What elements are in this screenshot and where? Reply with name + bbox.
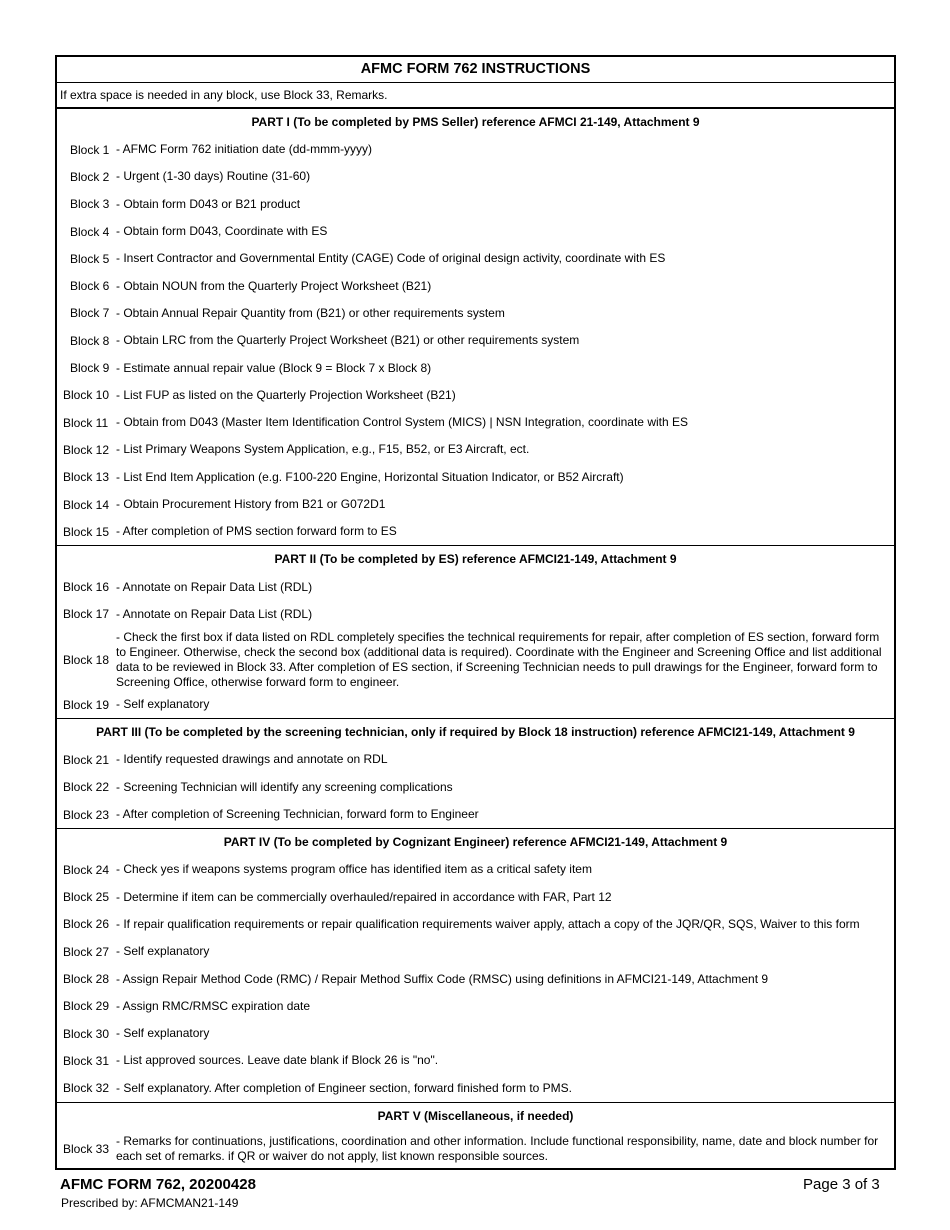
block-instruction: - List approved sources. Leave date blank if Block 26 is "no". — [116, 1053, 439, 1068]
instruction-row — [57, 1047, 894, 1074]
instruction-row — [57, 327, 894, 354]
block-instruction: - Check the first box if data listed on RDL completely specifies the technical requirements for repair, after completion of ES section, forward form to Engineer. Otherwise, check the second box (additional data is required). Coordinate with the Engineer and Screening Office and list additional data to be reviewed in Block 33. After completion of ES section, if Screening Technician needs to pull drawings for the Engineer, forward form to Screening Office, otherwise forward form to engineer. — [116, 629, 882, 689]
block-label: Block 7 — [70, 306, 110, 321]
block-label: Block 5 — [70, 251, 110, 266]
block-instruction: - Screening Technician will identify any screening complications — [116, 779, 453, 794]
block-instruction: - Check yes if weapons systems program office has identified item as a critical safety item — [116, 862, 592, 877]
block-label: Block 9 — [70, 361, 110, 376]
block-label: Block 17 — [63, 607, 110, 622]
block-instruction: - Obtain Procurement History from B21 or G072D1 — [116, 497, 386, 511]
part-section — [57, 1103, 894, 1168]
block-instruction: - Self explanatory. After completion of Engineer section, forward finished form to PMS. — [116, 1080, 572, 1095]
block-label: Block 30 — [63, 1026, 110, 1041]
block-label: Block 11 — [63, 415, 109, 430]
part-section — [57, 719, 894, 829]
block-instruction: - Obtain LRC from the Quarterly Project Worksheet (B21) or other requirements system — [116, 333, 580, 348]
parts-container — [57, 109, 894, 1168]
block-instruction: - Obtain Annual Repair Quantity from (B21) or other requirements system — [116, 305, 505, 320]
instruction-row — [57, 601, 894, 628]
part-title: PART V (Miscellaneous, if needed) — [377, 1108, 574, 1123]
block-instruction: - Self explanatory — [116, 944, 210, 959]
instruction-row — [57, 884, 894, 911]
block-instruction: - List End Item Application (e.g. F100-220 Engine, Horizontal Situation Indicator, or B52 Aircraft) — [116, 469, 624, 484]
block-label: Block 12 — [63, 442, 110, 457]
instruction-row — [57, 163, 894, 190]
block-label: Block 19 — [63, 697, 110, 712]
block-instruction: - After completion of Screening Technician, forward form to Engineer — [116, 807, 479, 822]
block-instruction: - Annotate on Repair Data List (RDL) — [116, 579, 313, 594]
block-instruction: - List FUP as listed on the Quarterly Projection Worksheet (B21) — [116, 387, 456, 402]
instruction-row — [57, 464, 894, 491]
block-label: Block 15 — [63, 524, 110, 539]
instruction-row — [57, 1130, 894, 1168]
instruction-row — [57, 1075, 894, 1102]
instruction-row — [57, 993, 894, 1020]
footer-form-id: AFMC FORM 762, 20200428 — [60, 1176, 256, 1193]
block-label: Block 1 — [70, 142, 110, 157]
block-instruction: - Assign Repair Method Code (RMC) / Repair Method Suffix Code (RMSC) using definitions in AFMCI21-149, Attachment 9 — [116, 971, 769, 986]
part-section — [57, 109, 894, 546]
instruction-row — [57, 628, 894, 691]
instruction-row — [57, 136, 894, 163]
block-label: Block 28 — [63, 972, 110, 987]
part-title: PART II (To be completed by ES) reference AFMCI21-149, Attachment 9 — [274, 552, 677, 567]
instruction-row — [57, 191, 894, 218]
block-label: Block 23 — [63, 807, 110, 822]
block-instruction: - Remarks for continuations, justifications, coordination and other information. Include functional responsibility, name, date and block number for each set of remarks. if QR or waiver do not apply, list known responsible sources. — [116, 1133, 879, 1163]
instruction-row — [57, 300, 894, 327]
form-title: AFMC FORM 762 INSTRUCTIONS — [57, 57, 894, 83]
instruction-row — [57, 218, 894, 245]
instructions-form — [55, 55, 896, 1170]
instruction-row — [57, 382, 894, 409]
instruction-row — [57, 801, 894, 828]
part-title: PART I (To be completed by PMS Seller) reference AFMCI 21-149, Attachment 9 — [251, 115, 700, 129]
block-label: Block 2 — [70, 169, 110, 184]
instruction-row — [57, 746, 894, 773]
block-instruction: - List Primary Weapons System Application, e.g., F15, B52, or E3 Aircraft, ect. — [116, 442, 530, 457]
block-label: Block 24 — [63, 862, 110, 877]
instruction-row — [57, 272, 894, 299]
instruction-row — [57, 573, 894, 600]
block-instruction: - AFMC Form 762 initiation date (dd-mmm-yyyy) — [116, 142, 373, 157]
instruction-row — [57, 436, 894, 463]
part-section — [57, 546, 894, 719]
block-instruction: - Obtain NOUN from the Quarterly Project Worksheet (B21) — [116, 278, 432, 293]
block-label: Block 4 — [70, 224, 110, 239]
instruction-row — [57, 409, 894, 436]
block-instruction: - Determine if item can be commercially overhauled/repaired in accordance with FAR, Part 12 — [116, 889, 612, 904]
block-instruction: - Obtain form D043 or B21 product — [116, 196, 301, 211]
block-label: Block 26 — [63, 917, 110, 932]
block-instruction: - Self explanatory — [116, 1026, 210, 1041]
page-number: Page 3 of 3 — [803, 1176, 880, 1193]
instruction-row — [57, 691, 894, 718]
block-instruction: - Annotate on Repair Data List (RDL) — [116, 606, 313, 621]
block-instruction: - Insert Contractor and Governmental Entity (CAGE) Code of original design activity, coordinate with ES — [116, 251, 666, 266]
part-title: PART IV (To be completed by Cognizant Engineer) reference AFMCI21-149, Attachment 9 — [223, 835, 728, 850]
block-instruction: - After completion of PMS section forward form to ES — [116, 524, 397, 539]
extra-space-note: If extra space is needed in any block, use Block 33, Remarks. — [57, 83, 894, 109]
block-label: Block 33 — [63, 1141, 110, 1156]
part-section — [57, 829, 894, 1103]
instruction-row — [57, 518, 894, 545]
block-label: Block 3 — [70, 197, 110, 212]
block-label: Block 10 — [63, 388, 110, 403]
block-label: Block 6 — [70, 279, 110, 294]
block-label: Block 14 — [63, 497, 110, 512]
block-instruction: - Estimate annual repair value (Block 9 = Block 7 x Block 8) — [116, 360, 432, 375]
block-label: Block 16 — [63, 580, 110, 595]
block-label: Block 21 — [63, 752, 110, 767]
instruction-row — [57, 354, 894, 381]
block-instruction: - Assign RMC/RMSC expiration date — [116, 998, 311, 1013]
block-instruction: - Urgent (1-30 days) Routine (31-60) — [116, 169, 311, 184]
block-instruction: - Obtain from D043 (Master Item Identification Control System (MICS) | NSN Integration, coordinate with ES — [116, 415, 688, 430]
block-instruction: - If repair qualification requirements or repair qualification requirements waiver apply, attach a copy of the JQR/QR, SQS, Waiver to this form — [116, 916, 860, 931]
instruction-row — [57, 965, 894, 992]
instruction-row — [57, 911, 894, 938]
instruction-row — [57, 774, 894, 801]
block-label: Block 18 — [63, 652, 110, 667]
instruction-row — [57, 491, 894, 518]
block-label: Block 27 — [63, 944, 110, 959]
part-title: PART III (To be completed by the screening technician, only if required by Block 18 instruction) reference AFMCI21-149, Attachment 9 — [96, 725, 855, 740]
footer-prescribed: Prescribed by: AFMCMAN21-149 — [61, 1196, 239, 1210]
block-label: Block 31 — [63, 1053, 110, 1068]
instruction-row — [57, 1020, 894, 1047]
block-instruction: - Identify requested drawings and annotate on RDL — [116, 752, 388, 767]
block-label: Block 13 — [63, 470, 110, 485]
block-label: Block 29 — [63, 999, 110, 1014]
block-instruction: - Obtain form D043, Coordinate with ES — [116, 224, 328, 239]
instruction-row — [57, 245, 894, 272]
block-label: Block 25 — [63, 890, 110, 905]
block-label: Block 22 — [63, 780, 110, 795]
instruction-row — [57, 856, 894, 883]
block-instruction: - Self explanatory — [116, 697, 210, 712]
instruction-row — [57, 938, 894, 965]
block-label: Block 32 — [63, 1081, 110, 1096]
block-label: Block 8 — [70, 333, 110, 348]
